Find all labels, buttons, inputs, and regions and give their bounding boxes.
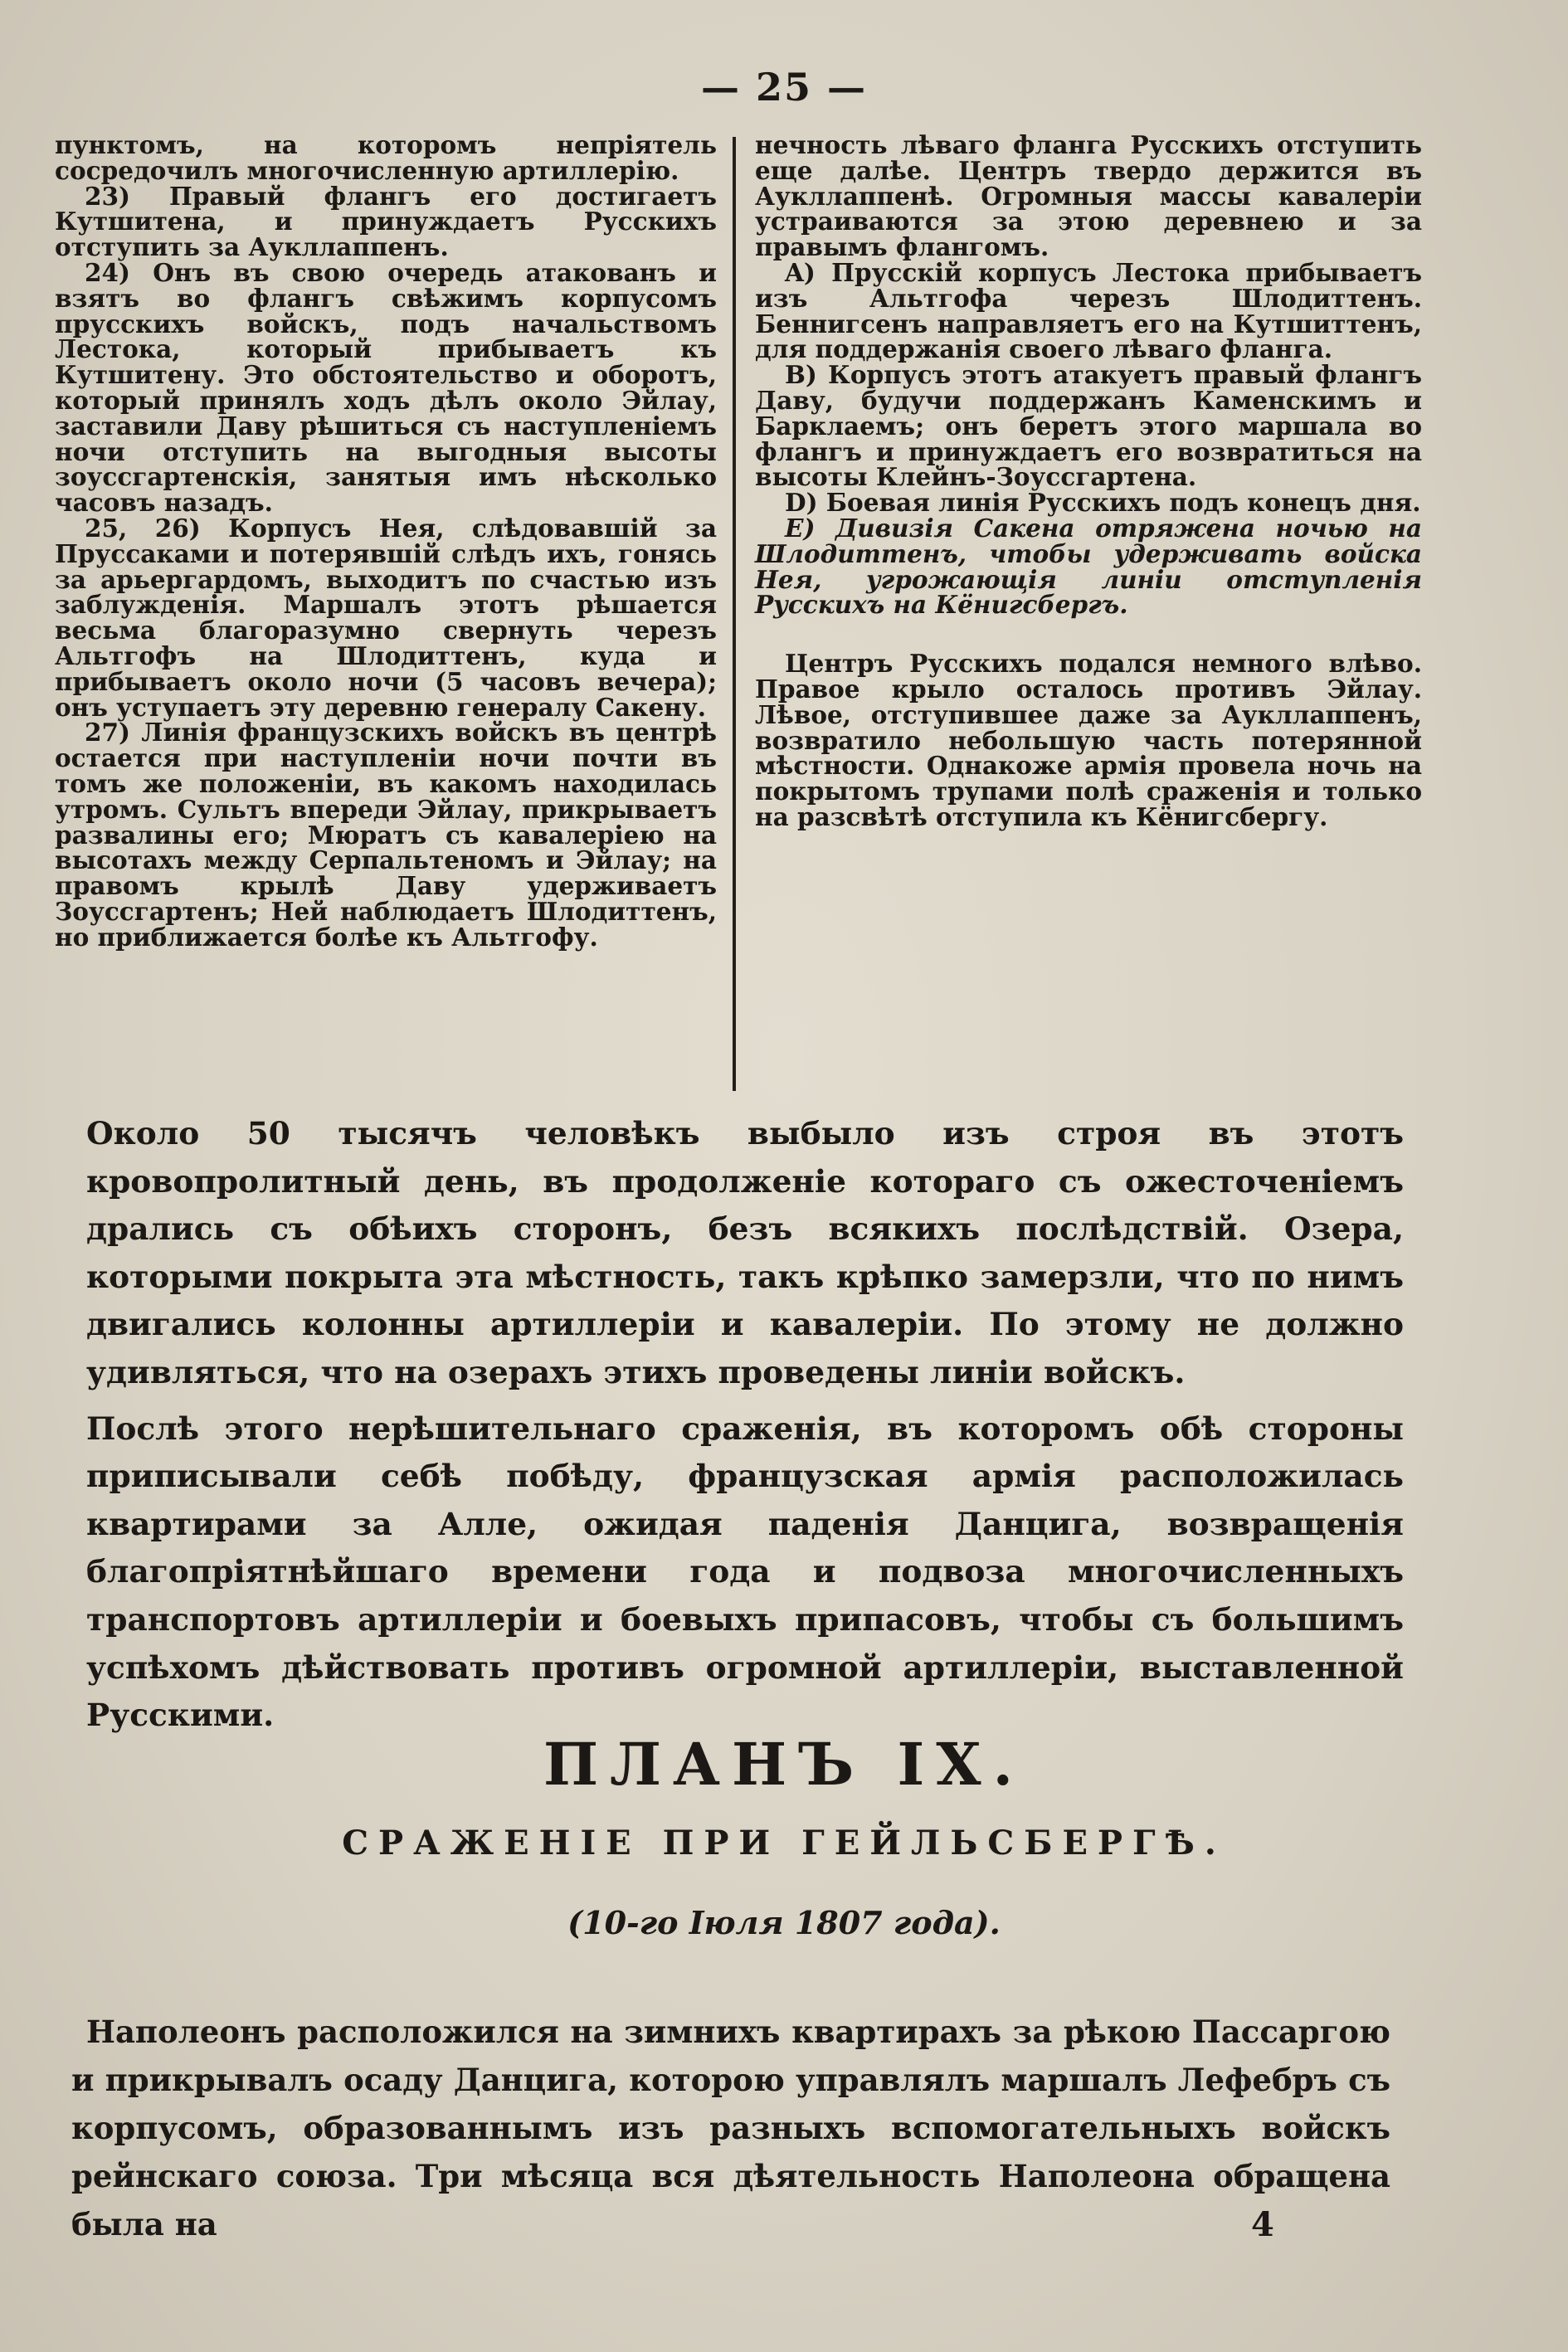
right-paragraph: A) Прусскій корпусъ Лестока прибываетъ изъ Альтгофа черезъ Шлодиттенъ. Беннигсенъ направляетъ его на Кутшиттенъ, для поддержанія своего лѣваго фланга.: [755, 257, 1422, 364]
two-column-section: [55, 130, 1422, 1087]
plan-title: ПЛАНЪ IX.: [543, 1730, 1025, 1799]
bottom-text: [71, 2008, 1390, 2248]
main-text: [86, 1110, 1404, 1740]
right-paragraph: B) Корпусъ этотъ атакуетъ правый флангъ Даву, будучи поддержанъ Каменскимъ и Барклаемъ; онъ беретъ этого маршала во флангъ и принуждаетъ его возвратиться на высоты Клейнъ-Зоуссгартена.: [755, 360, 1422, 492]
right-paragraph: Центръ Русскихъ подался немного влѣво. Правое крыло осталось противъ Эйлау. Лѣвое, отступившее даже за Аукллаппенъ, возвратило небольшую часть потерянной мѣстности. Однакоже армія провела ночь на покрытомъ трупами полѣ сраженія и только на разсвѣтѣ отступила къ Кёнигсбергу.: [755, 649, 1422, 831]
left-paragraph: 25, 26) Корпусъ Нея, слѣдовавшій за Пруссаками и потерявшій слѣдъ ихъ, гонясь за арьергардомъ, выходитъ по счастью изъ заблужденія. Маршалъ этотъ рѣшается весьма благоразумно свернуть черезъ Альтгофъ на Шлодиттенъ, куда и прибываетъ около ночи (5 часовъ вечера); онъ уступаетъ эту деревню генералу Сакену.: [55, 513, 717, 722]
left-paragraph: пунктомъ, на которомъ непріятель сосредочилъ многочисленную артиллерію.: [55, 130, 717, 185]
main-paragraph: Послѣ этого нерѣшительнаго сраженія, въ которомъ обѣ стороны приписывали себѣ побѣду, французская армія расположилась квартирами за Алле, ожидая паденія Данцига, возвращенія благопріятнѣйшаго времени года и подвоза многочисленныхъ транспортовъ артиллеріи и боевыхъ припасовъ, чтобы съ большимъ успѣхомъ дѣйствовать противъ огромной артиллеріи, выставленной Русскими.: [86, 1410, 1404, 1734]
page-number: — 25 —: [700, 65, 868, 110]
column-divider: [733, 137, 736, 1091]
left-paragraph: 27) Линія французскихъ войскъ въ центрѣ остается при наступленіи ночи почти въ томъ же положеніи, въ какомъ находилась утромъ. Сультъ впереди Эйлау, прикрываетъ развалины его; Мюратъ съ кавалеріею на высотахъ между Серпальтеномъ и Эйлау; на правомъ крылѣ Даву удерживаетъ Зоуссгартенъ; Ней наблюдаетъ Шлодиттенъ, но приближается болѣе къ Альтгофу.: [55, 718, 717, 952]
left-paragraph: 24) Онъ въ свою очередь атакованъ и взятъ во флангъ свѣжимъ корпусомъ прусскихъ войскъ, подъ начальствомъ Лестока, который прибываетъ къ Кутшитену. Это обстоятельство и оборотъ, который принялъ ходъ дѣлъ около Эйлау, заставили Даву рѣшиться съ наступленіемъ ночи отступить на выгодныя высоты зоуссгартенскія, занятыя имъ нѣсколько часовъ назадъ.: [55, 257, 717, 518]
bottom-paragraph: Наполеонъ расположился на зимнихъ квартирахъ за рѣкою Пассаргою и прикрывалъ осаду Данцига, которою управлялъ маршалъ Лефебръ съ корпусомъ, образованнымъ изъ разныхъ вспомогательныхъ войскъ рейнскаго союза. Три мѣсяца вся дѣятельность Наполеона обращена была на: [71, 2014, 1390, 2242]
left-column: [55, 130, 717, 952]
battle-title: СРАЖЕНІЕ ПРИ ГЕЙЛЬСБЕРГѢ.: [342, 1824, 1226, 1863]
signature-mark: 4: [1251, 2205, 1274, 2244]
right-paragraph: D) Боевая линія Русскихъ подъ конецъ дня.: [785, 488, 1421, 518]
right-paragraph: нечность лѣваго фланга Русскихъ отступить еще далѣе. Центръ твердо держится въ Аукллаппенѣ. Огромныя массы кавалеріи устраиваются за этою деревнею и за правымъ флангомъ.: [755, 130, 1422, 262]
left-paragraph: 23) Правый флангъ его достигаетъ Кутшитена, и принуждаетъ Русскихъ отступить за Аукллаппенъ.: [55, 181, 717, 262]
right-column: [755, 130, 1422, 831]
right-paragraph: E) Дивизія Сакена отряжена ночью на Шлодиттенъ, чтобы удерживать войска Нея, угрожающія линіи отступленія Русскихъ на Кёнигсбергъ.: [755, 513, 1422, 620]
date-line: (10-го Іюля 1807 года).: [567, 1904, 1001, 1941]
main-paragraph: Около 50 тысячъ человѣкъ выбыло изъ строя въ этотъ кровопролитный день, въ продолженіе котораго съ ожесточеніемъ дрались съ обѣихъ сторонъ, безъ всякихъ послѣдствій. Озера, которыми покрыта эта мѣстность, такъ крѣпко замерзли, что по нимъ двигались колонны артиллеріи и кавалеріи. По этому не должно удивляться, что на озерахъ этихъ проведены линіи войскъ.: [86, 1115, 1404, 1390]
